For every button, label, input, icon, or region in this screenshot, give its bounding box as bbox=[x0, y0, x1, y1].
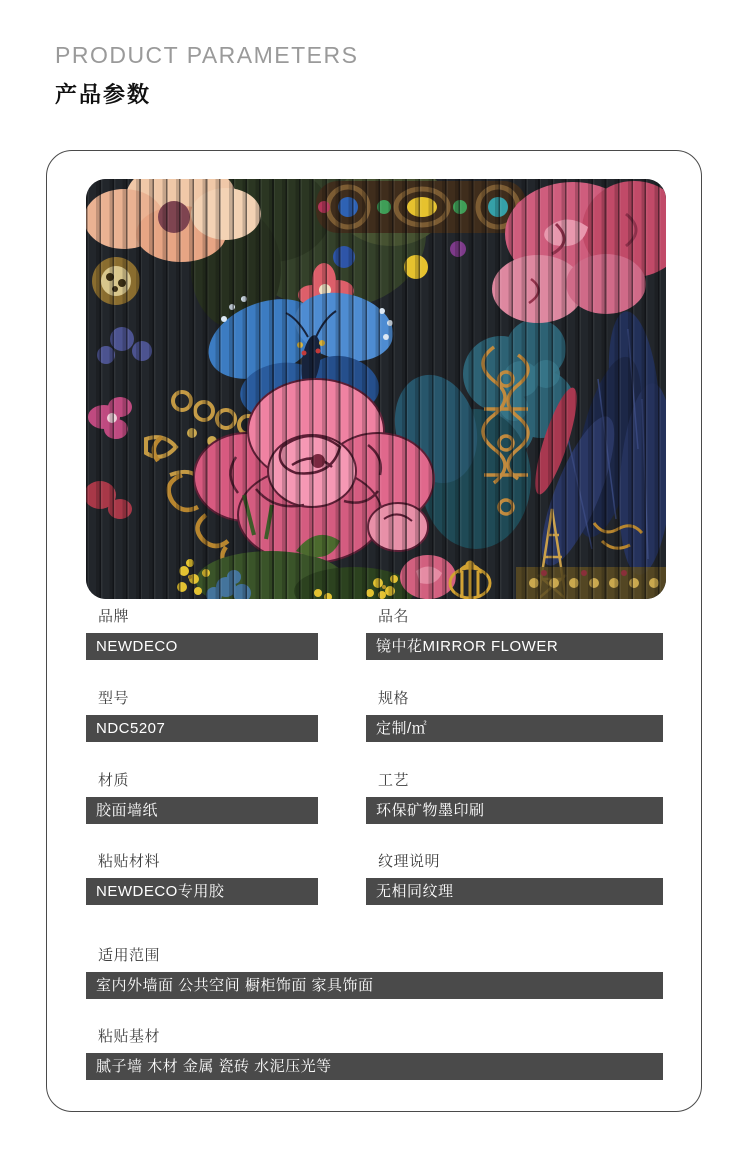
product-image bbox=[86, 179, 666, 599]
field-texture-note bbox=[366, 852, 663, 905]
field-value: 胶面墙纸 bbox=[86, 797, 318, 824]
field-adhesive-material bbox=[86, 852, 318, 905]
field-value: 腻子墙 木材 金属 瓷砖 水泥压光等 bbox=[86, 1053, 663, 1080]
field-label: 品名 bbox=[378, 608, 410, 625]
field-value: 室内外墙面 公共空间 橱柜饰面 家具饰面 bbox=[86, 972, 663, 999]
section-title-zh: 产品参数 bbox=[55, 82, 152, 107]
field-application-scope bbox=[86, 946, 663, 999]
field-value: 无相同纹理 bbox=[366, 878, 663, 905]
section-title-en: PRODUCT PARAMETERS bbox=[55, 42, 359, 68]
field-material bbox=[86, 771, 318, 824]
field-label: 规格 bbox=[378, 690, 410, 707]
field-brand bbox=[86, 607, 318, 660]
flower-collage-graphic bbox=[86, 179, 666, 599]
field-process bbox=[366, 771, 663, 824]
field-model bbox=[86, 689, 318, 742]
field-spec bbox=[366, 689, 663, 742]
field-label: 材质 bbox=[98, 772, 130, 789]
field-label: 工艺 bbox=[378, 772, 410, 789]
field-value: 镜中花MIRROR FLOWER bbox=[366, 633, 663, 660]
field-label: 品牌 bbox=[98, 608, 130, 625]
page-header bbox=[55, 42, 358, 109]
field-value: NEWDECO专用胶 bbox=[86, 878, 318, 905]
field-label: 型号 bbox=[98, 690, 130, 707]
parameters-card bbox=[46, 150, 702, 1112]
field-value: 环保矿物墨印刷 bbox=[366, 797, 663, 824]
field-label: 粘贴基材 bbox=[98, 1028, 161, 1045]
field-label: 适用范围 bbox=[98, 947, 161, 964]
field-value: 定制/㎡ bbox=[366, 715, 663, 742]
field-substrate bbox=[86, 1027, 663, 1080]
field-product-name bbox=[366, 607, 663, 660]
field-value: NDC5207 bbox=[86, 715, 318, 742]
field-value: NEWDECO bbox=[86, 633, 318, 660]
field-label: 纹理说明 bbox=[378, 853, 441, 870]
field-label: 粘贴材料 bbox=[98, 853, 161, 870]
